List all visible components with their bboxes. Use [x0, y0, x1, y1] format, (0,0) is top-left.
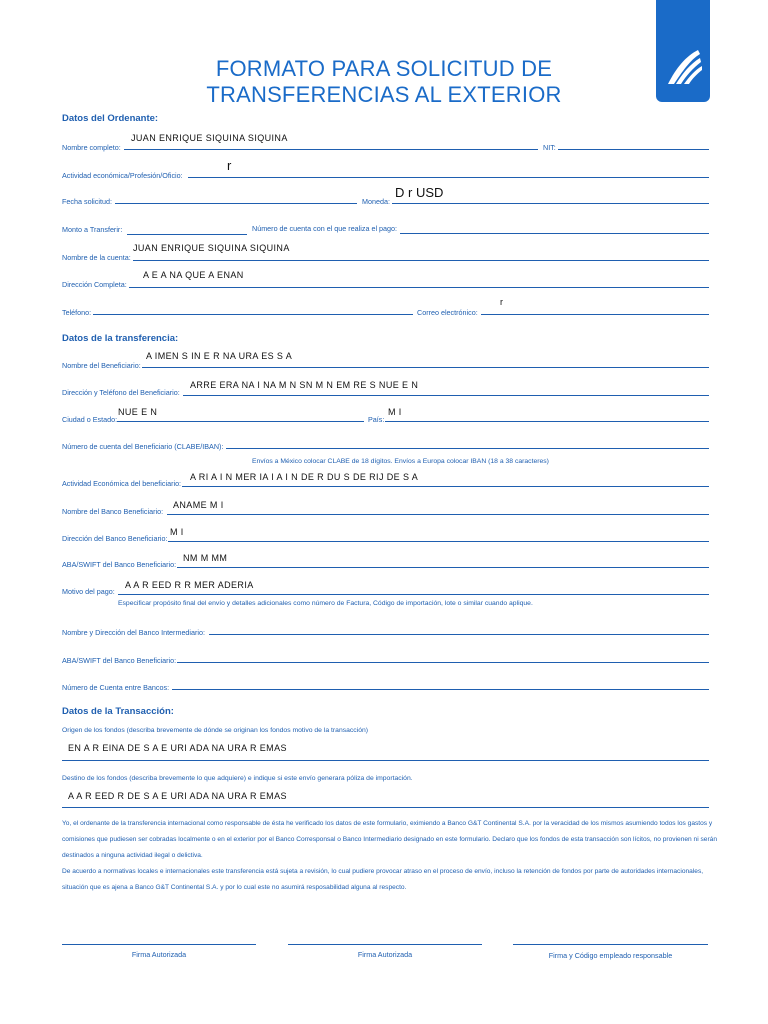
cuenta-pago-field[interactable] — [400, 233, 709, 234]
swift-field[interactable] — [177, 567, 709, 568]
ciudad-label: Ciudad o Estado: — [62, 415, 118, 424]
dir-tel-beneficiario-value: ARRE ERA NA I NA M N SN M N EM RE S NUE E N — [190, 380, 419, 390]
banco-beneficiario-value: ANAME M I — [173, 500, 224, 510]
dir-banco-label: Dirección del Banco Beneficiario: — [62, 534, 168, 543]
form-title-line-2: TRANSFERENCIAS AL EXTERIOR — [206, 82, 562, 107]
actividad-label: Actividad económica/Profesión/Oficio: — [62, 171, 183, 180]
cuenta-beneficiario-note: Envíos a México colocar CLABE de 18 dígitos. Envíos a Europa colocar IBAN (18 a 38 caracteres) — [252, 458, 549, 465]
signature-line-2[interactable] — [288, 944, 482, 945]
nombre-completo-value: JUAN ENRIQUE SIQUINA SIQUINA — [131, 133, 288, 143]
swift-label: ABA/SWIFT del Banco Beneficiario: — [62, 560, 177, 569]
intermediario-label: Nombre y Dirección del Banco Intermediario: — [62, 628, 206, 637]
actividad-value: r — [227, 158, 232, 173]
dir-banco-field[interactable] — [168, 541, 709, 542]
dir-banco-value: M I — [170, 527, 184, 537]
cuenta-bancos-label: Número de Cuenta entre Bancos: — [62, 683, 170, 692]
signature-line-1[interactable] — [62, 944, 256, 945]
swift-intermediario-label: ABA/SWIFT del Banco Beneficiario: — [62, 656, 177, 665]
nit-field[interactable] — [558, 149, 709, 150]
direccion-label: Dirección Completa: — [62, 280, 127, 289]
origen-label: Origen de los fondos (describa brevemente de dónde se originan los fondos motivo de la transacción) — [62, 727, 369, 734]
origen-field[interactable] — [62, 760, 709, 761]
dir-tel-beneficiario-label: Dirección y Teléfono del Beneficiario: — [62, 388, 180, 397]
direccion-value: A E A NA QUE A ENAN — [143, 270, 244, 280]
telefono-label: Teléfono: — [62, 308, 92, 317]
banco-beneficiario-label: Nombre del Banco Beneficiario: — [62, 507, 164, 516]
destino-label: Destino de los fondos (describa brevemente lo que adquiere) e indique si este envío generara póliza de importación. — [62, 775, 413, 782]
form-title-line-1: FORMATO PARA SOLICITUD DE — [215, 56, 553, 81]
correo-label: Correo electrónico: — [417, 308, 478, 317]
monto-label: Monto a Transferir: — [62, 225, 123, 234]
intermediario-field[interactable] — [209, 634, 709, 635]
fecha-label: Fecha solicitud: — [62, 197, 112, 206]
motivo-note: Especificar propósito final del envío y detalles adicionales como número de Factura, Código de importación, lote o similar cuando aplique. — [118, 600, 533, 607]
origen-value: EN A R EINA DE S A E URI ADA NA URA R EMAS — [68, 743, 287, 753]
motivo-label: Motivo del pago: — [62, 587, 115, 596]
section-transferencia-title: Datos de la transferencia: — [62, 333, 179, 344]
actividad-beneficiario-label: Actividad Económica del beneficiario: — [62, 479, 182, 488]
section-ordenante-title: Datos del Ordenante: — [62, 113, 159, 124]
destino-value: A A R EED R DE S A E URI ADA NA URA R EMAS — [68, 791, 287, 801]
dir-tel-beneficiario-field[interactable] — [183, 395, 709, 396]
beneficiario-label: Nombre del Beneficiario: — [62, 361, 141, 370]
nombre-completo-label: Nombre completo: — [62, 143, 121, 152]
signature-label-2: Firma Autorizada — [357, 950, 413, 959]
cuenta-beneficiario-label: Número de cuenta del Beneficiario (CLABE/IBAN): — [62, 442, 224, 451]
moneda-value: D r USD — [395, 185, 444, 200]
ciudad-value: NUE E N — [118, 407, 158, 417]
actividad-beneficiario-field[interactable] — [182, 486, 709, 487]
signature-label-1: Firma Autorizada — [131, 950, 187, 959]
bank-logo — [656, 0, 710, 102]
cuenta-bancos-field[interactable] — [172, 689, 709, 690]
pais-label: País: — [368, 415, 385, 424]
direccion-field[interactable] — [129, 287, 709, 288]
moneda-field[interactable] — [392, 203, 709, 204]
correo-field[interactable] — [481, 314, 709, 315]
motivo-field[interactable] — [118, 594, 709, 595]
pais-field[interactable] — [385, 421, 709, 422]
banco-beneficiario-field[interactable] — [167, 514, 709, 515]
signature-label-3: Firma y Código empleado responsable — [548, 951, 673, 960]
section-transaccion-title: Datos de la Transacción: — [62, 706, 174, 717]
motivo-value: A A R EED R R MER ADERIA — [125, 580, 254, 590]
actividad-beneficiario-value: A RI A I N MER IA I A I N DE R DU S DE RIJ DE S A — [190, 472, 419, 482]
beneficiario-field[interactable] — [142, 367, 709, 368]
cuenta-beneficiario-field[interactable] — [226, 448, 709, 449]
swift-intermediario-field[interactable] — [177, 662, 709, 663]
fecha-field[interactable] — [115, 203, 357, 204]
nombre-completo-field[interactable] — [124, 149, 538, 150]
destino-field[interactable] — [62, 807, 709, 808]
correo-value: r — [500, 297, 504, 307]
nombre-cuenta-label: Nombre de la cuenta: — [62, 253, 131, 262]
legal-paragraph-1: Yo, el ordenante de la transferencia internacional como responsable de ésta he verificado los datos de este formulario, eximiendo a Banco G&T Continental S.A. por la veracidad de los mismos asumiendo todos los gastos y comisiones que pudiesen ser cobradas localmente o en el exterior por el Banco Corresponsal o Banco Intermediario designado en este formulario. Declaro que los fondos de esta transacción son lícitos, no provienen ni serán destinados a ninguna actividad ilegal o delictiva. — [62, 820, 717, 859]
swift-value: NM M MM — [183, 553, 228, 563]
monto-field[interactable] — [127, 234, 247, 235]
signature-line-3[interactable] — [513, 944, 708, 945]
cuenta-pago-label: Número de cuenta con el que realiza el pago: — [252, 224, 398, 233]
bank-logo-icon — [660, 44, 706, 88]
moneda-label: Moneda: — [362, 197, 390, 206]
pais-value: M I — [388, 407, 402, 417]
nombre-cuenta-field[interactable] — [133, 260, 709, 261]
ciudad-field[interactable] — [117, 421, 364, 422]
nit-label: NIT: — [543, 143, 556, 152]
actividad-field[interactable] — [188, 177, 709, 178]
legal-paragraph-2: De acuerdo a normativas locales e internacionales este transferencia está sujeta a revisión, lo cual pudiere provocar atraso en el proceso de envío, incluso la retención de fondos por parte de autoridades internacionales, situación que es ajena a Banco G&T Continental S.A. y por lo cual este no asumirá resposabilidad alguna al respecto. — [62, 868, 704, 891]
telefono-field[interactable] — [93, 314, 413, 315]
nombre-cuenta-value: JUAN ENRIQUE SIQUINA SIQUINA — [133, 243, 290, 253]
beneficiario-value: A IMEN S IN E R NA URA ES S A — [146, 351, 293, 361]
